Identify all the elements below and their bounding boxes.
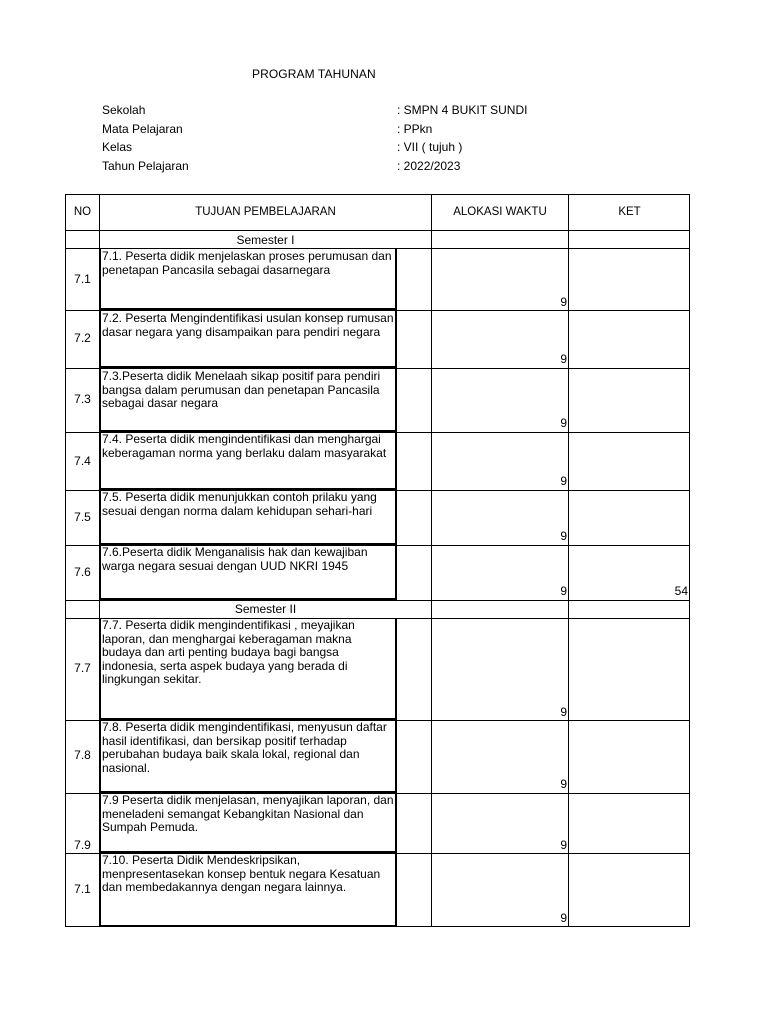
allocation-value: 9 — [560, 416, 567, 430]
row-number: 7.4 — [74, 454, 91, 468]
header-tujuan: TUJUAN PEMBELAJARAN — [195, 206, 336, 218]
header-no: NO — [73, 206, 92, 218]
column-divider-tujuan — [431, 194, 432, 927]
objective-text: 7.5. Peserta didik menunjukkan contoh prilaku yang sesuai dengan norma dalam kehidupan sehari-hari — [102, 491, 377, 518]
allocation-value: 9 — [560, 705, 567, 719]
header-alokasi: ALOKASI WAKTU — [453, 206, 547, 218]
semester-label: Semester I — [236, 233, 295, 247]
row-divider — [65, 600, 690, 601]
info-label-kelas: Kelas — [102, 140, 133, 154]
objective-text: 7.2. Peserta Mengindentifikasi usulan konsep rumusan dasar negara yang disampaikan para pendiri negara — [102, 312, 394, 339]
allocation-value: 9 — [560, 295, 567, 309]
row-number: 7.1 — [74, 272, 91, 286]
document-title: PROGRAM TAHUNAN — [252, 67, 376, 81]
semester-label: Semester II — [234, 602, 297, 616]
allocation-value: 9 — [560, 838, 567, 852]
allocation-value: 9 — [560, 474, 567, 488]
objective-text: 7.1. Peserta didik menjelaskan proses perumusan dan penetapan Pancasila sebagai dasarnegara — [102, 250, 392, 277]
header-ket: KET — [618, 206, 641, 218]
allocation-value: 9 — [560, 911, 567, 925]
info-value-tahun-pelajaran: : 2022/2023 — [397, 159, 461, 173]
allocation-value: 9 — [560, 529, 567, 543]
info-label-sekolah: Sekolah — [102, 103, 146, 117]
row-number: 7.9 — [74, 838, 91, 852]
objective-text: 7.4. Peserta didik mengindentifikasi dan menghargai keberagaman norma yang berlaku dalam masyarakat — [102, 433, 387, 460]
objective-text: 7.6.Peserta didik Menganalisis hak dan kewajiban warga negara sesuai dengan UUD NKRI 1945 — [102, 546, 368, 573]
allocation-value: 9 — [560, 584, 567, 598]
row-divider — [65, 230, 690, 231]
info-value-kelas: : VII ( tujuh ) — [397, 140, 463, 154]
row-number: 7.8 — [74, 748, 91, 762]
objective-text: 7.10. Peserta Didik Mendeskripsikan, menpresentasekan konsep bentuk negara Kesatuan dan membedakannya dengan negara lainnya. — [102, 854, 381, 894]
row-number: 7.6 — [74, 565, 91, 579]
allocation-value: 9 — [560, 352, 567, 366]
row-number: 7.3 — [74, 392, 91, 406]
column-divider-alokasi — [568, 194, 569, 927]
objective-text: 7.8. Peserta didik mengindentifikasi, menyusun daftar hasil identifikasi, dan bersikap positif terhadap perubahan budaya baik skala lokal, regional dan nasional. — [102, 721, 387, 775]
info-label-tahun-pelajaran: Tahun Pelajaran — [102, 159, 189, 173]
objective-text: 7.9 Peserta didik menjelasan, menyajikan laporan, dan meneladeni semangat Kebangkitan Nasional dan Sumpah Pemuda. — [102, 794, 394, 834]
row-number: 7.5 — [74, 510, 91, 524]
row-number: 7.1 — [74, 882, 91, 896]
objective-text: 7.7. Peserta didik mengindentifikasi , meyajikan laporan, dan menghargai keberagaman makna budaya dan arti penting budaya bagi bangsa indonesia, serta aspek budaya yang berada di lingkungan sekitar. — [102, 619, 355, 686]
info-label-mata-pelajaran: Mata Pelajaran — [102, 122, 183, 136]
info-value-sekolah: : SMPN 4 BUKIT SUNDI — [397, 103, 528, 117]
row-number: 7.7 — [74, 661, 91, 675]
objective-text: 7.3.Peserta didik Menelaah sikap positif para pendiri bangsa dalam perumusan dan penetapan Pancasila sebagai dasar negara — [102, 370, 381, 410]
allocation-value: 9 — [560, 777, 567, 791]
row-number: 7.2 — [74, 331, 91, 345]
ket-value: 54 — [674, 584, 688, 598]
info-value-mata-pelajaran: : PPkn — [397, 122, 433, 136]
